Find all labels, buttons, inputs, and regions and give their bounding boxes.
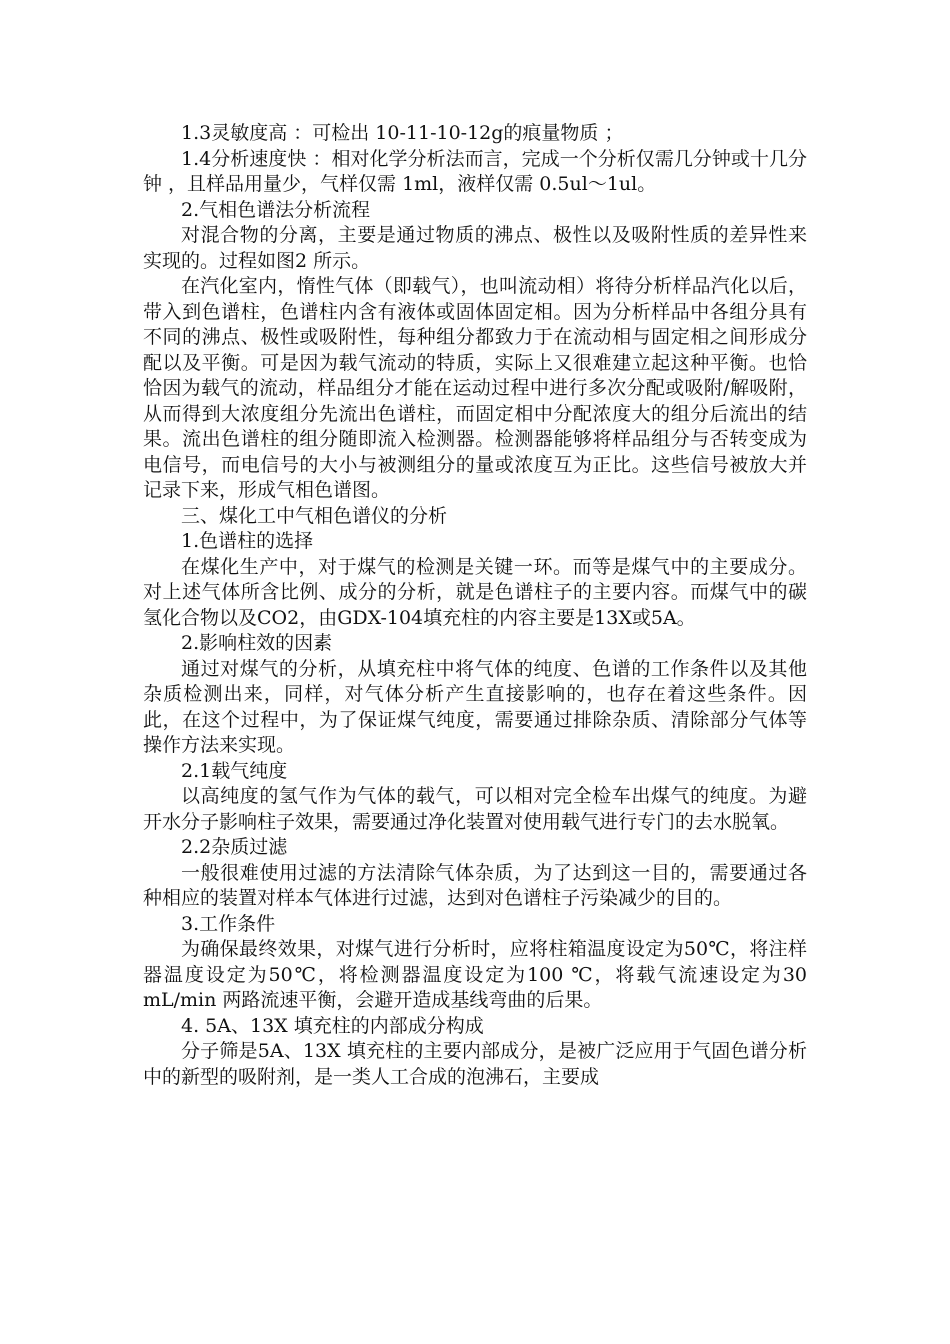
paragraph-analysis-speed: 1.4分析速度快 ：相对化学分析法而言，完成一个分析仅需几分钟或十几分钟 ，且样品用量少，气样仅需 1ml，液样仅需 0.5ul～1ul。: [143, 147, 807, 195]
heading-column-efficiency: 2.影响柱效的因素: [181, 632, 333, 654]
heading-working-conditions: 3.工作条件: [181, 912, 276, 935]
heading-section-three: 三、煤化工中气相色谱仪的分析: [181, 504, 448, 527]
heading-column-selection: 1.色谱柱的选择: [181, 530, 314, 552]
paragraph-separation: 对混合物的分离，主要是通过物质的沸点、极性以及吸附性质的差异性来实现的。过程如图2 所示。: [143, 224, 807, 272]
document-body: [143, 121, 807, 1090]
paragraph-working-conditions: 为确保最终效果，对煤气进行分析时，应将柱箱温度设定为50℃，将注样器温度设定为50℃，将检测器温度设定为100 ℃，将载气流速设定为30 mL/min 两路流速平衡，会避开造成基线弯曲的后果。: [143, 938, 807, 1011]
paragraph-sensitivity: 1.3灵敏度高 ：可检出 10-11-10-12g的痕量物质 ；: [181, 122, 624, 144]
paragraph-column-efficiency: 通过对煤气的分析，从填充柱中将气体的纯度、色谱的工作条件以及其他杂质检测出来，同样，对气体分析产生直接影响的，也存在着这些条件。因此，在这个过程中，为了保证煤气纯度，需要通过排除杂质、清除部分气体等操作方法来实现。: [143, 657, 807, 756]
heading-packed-column-composition: 4. 5A、13X 填充柱的内部成分构成: [181, 1014, 484, 1037]
paragraph-carrier-purity: 以高纯度的氢气作为气体的载气，可以相对完全检车出煤气的纯度。为避开水分子影响柱子效果，需要通过净化装置对使用载气进行专门的去水脱氧。: [143, 785, 807, 833]
paragraph-column-selection: 在煤化生产中，对于煤气的检测是关键一环。而等是煤气中的主要成分。对上述气体所含比例、成分的分析，就是色谱柱子的主要内容。而煤气中的碳氢化合物以及CO2，由GDX-104填充柱的内容主要是13X或5A。: [143, 555, 807, 629]
paragraph-impurity-filtering: 一般很难使用过滤的方法清除气体杂质，为了达到这一目的，需要通过各种相应的装置对样本气体进行过滤，达到对色谱柱子污染减少的目的。: [143, 861, 807, 909]
paragraph-molecular-sieve: 分子筛是5A、13X 填充柱的主要内部成分，是被广泛应用于气固色谱分析中的新型的吸附剂，是一类人工合成的泡沸石，主要成: [143, 1040, 807, 1088]
heading-gc-process: 2.气相色谱法分析流程: [181, 198, 371, 221]
heading-impurity-filtering: 2.2杂质过滤: [181, 836, 288, 858]
heading-carrier-purity: 2.1载气纯度: [181, 759, 288, 782]
paragraph-vaporization: 在汽化室内，惰性气体（即载气），也叫流动相）将待分析样品汽化以后，带入到色谱柱，色谱柱内含有液体或固体固定相。因为分析样品中各组分具有不同的沸点、极性或吸附性，每种组分都致力于在流动相与固定相之间形成分配以及平衡。可是因为载气流动的特质，实际上又很难建立起这种平衡。也恰恰因为载气的流动，样品组分才能在运动过程中进行多次分配或吸附/解吸附，从而得到大浓度组分先流出色谱柱，而固定相中分配浓度大的组分后流出的结果。流出色谱柱的组分随即流入检测器。检测器能够将样品组分与否转变成为电信号，而电信号的大小与被测组分的量或浓度互为正比。这些信号被放大并记录下来，形成气相色谱图。: [143, 275, 807, 501]
